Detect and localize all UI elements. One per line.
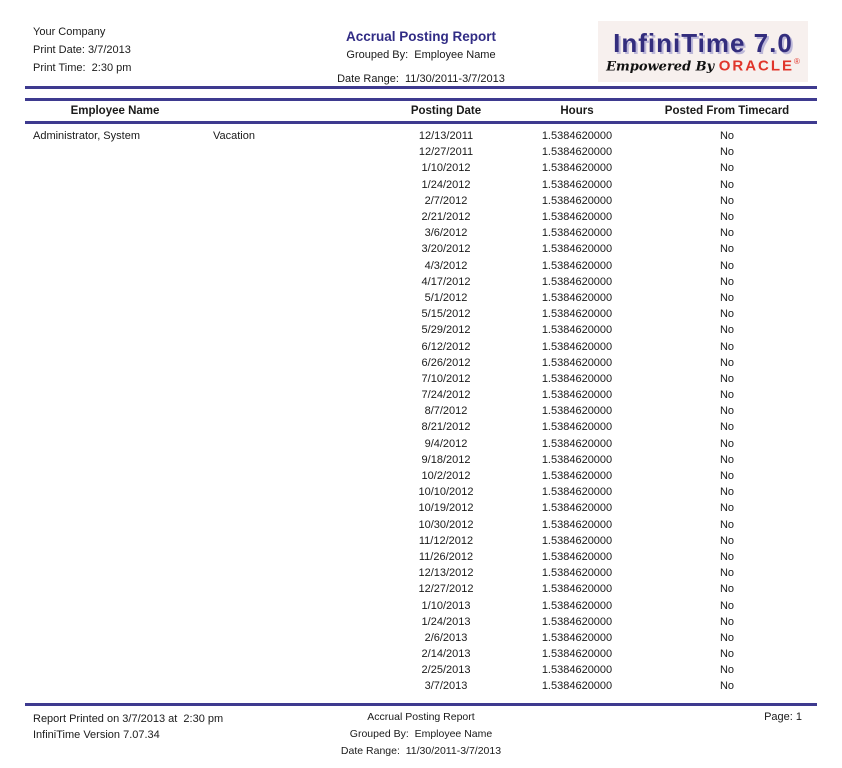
cell-posting-date: 3/6/2012 [424, 227, 468, 240]
cell-posted-from-timecard: No [719, 599, 735, 612]
logo-product-name: InfiniTime 7.0 [613, 28, 793, 58]
cell-posted-from-timecard: No [719, 211, 735, 224]
cell-posting-date: 4/17/2012 [421, 275, 471, 288]
table-row [25, 177, 817, 193]
cell-hours: 1.5384620000 [541, 421, 613, 434]
cell-posting-date: 10/10/2012 [418, 486, 474, 499]
table-row [25, 225, 817, 241]
cell-posted-from-timecard: No [719, 518, 735, 531]
table-row [25, 338, 817, 354]
cell-posted-from-timecard: No [719, 162, 735, 175]
cell-hours: 1.5384620000 [541, 162, 613, 175]
cell-posting-date: 6/26/2012 [421, 356, 471, 369]
table-row [25, 565, 817, 581]
cell-hours: 1.5384620000 [541, 291, 613, 304]
cell-posting-date: 8/7/2012 [424, 405, 468, 418]
cell-posting-date: 12/27/2011 [418, 146, 474, 159]
table-row [25, 533, 817, 549]
cell-hours: 1.5384620000 [541, 567, 613, 580]
report-title: Accrual Posting Report [345, 29, 497, 44]
cell-posted-from-timecard: No [719, 146, 735, 159]
cell-hours: 1.5384620000 [541, 664, 613, 677]
cell-posted-from-timecard: No [719, 421, 735, 434]
table-row [25, 436, 817, 452]
cell-posting-date: 1/24/2013 [421, 615, 471, 628]
footer-report-title: Accrual Posting Report [367, 711, 475, 723]
infinitime-logo [598, 21, 808, 82]
cell-posted-from-timecard: No [719, 534, 735, 547]
cell-hours: 1.5384620000 [541, 534, 613, 547]
table-row [25, 193, 817, 209]
cell-hours: 1.5384620000 [541, 356, 613, 369]
cell-hours: 1.5384620000 [541, 502, 613, 515]
table-row [25, 500, 817, 516]
cell-posted-from-timecard: No [719, 583, 735, 596]
table-row [25, 452, 817, 468]
cell-hours: 1.5384620000 [541, 470, 613, 483]
table-row [25, 419, 817, 435]
cell-posting-date: 12/27/2012 [418, 583, 474, 596]
cell-hours: 1.5384620000 [541, 146, 613, 159]
table-row [25, 160, 817, 176]
oracle-wordmark: ORACLE [718, 57, 795, 75]
column-header-hours: Hours [560, 105, 594, 117]
footer-divider-line [25, 703, 817, 706]
column-header-employee-name: Employee Name [70, 105, 160, 117]
cell-posting-date: 10/2/2012 [421, 470, 471, 483]
table-row [25, 597, 817, 613]
cell-posting-date: 3/20/2012 [421, 243, 471, 256]
cell-posted-from-timecard: No [719, 243, 735, 256]
cell-hours: 1.5384620000 [541, 243, 613, 256]
table-row [25, 322, 817, 338]
cell-posted-from-timecard: No [719, 372, 735, 385]
cell-posted-from-timecard: No [719, 194, 735, 207]
cell-hours: 1.5384620000 [541, 486, 613, 499]
cell-hours: 1.5384620000 [541, 178, 613, 191]
footer-date-range: Date Range: 11/30/2011-3/7/2013 [340, 745, 502, 757]
table-row [25, 646, 817, 662]
empowered-by-text: Empowered By [606, 59, 715, 75]
cell-hours: 1.5384620000 [541, 130, 613, 143]
table-row [25, 468, 817, 484]
registered-mark: ® [794, 57, 800, 66]
cell-hours: 1.5384620000 [541, 648, 613, 661]
footer-left-block [33, 711, 223, 743]
cell-hours: 1.5384620000 [541, 275, 613, 288]
grouped-by: Grouped By: Employee Name [346, 49, 496, 61]
cell-hours: 1.5384620000 [541, 680, 613, 693]
table-row [25, 241, 817, 257]
cell-hours: 1.5384620000 [541, 211, 613, 224]
print-date: Print Date: 3/7/2013 [33, 44, 131, 56]
cell-employee-name: Administrator, System [33, 130, 140, 143]
cell-posting-date: 1/10/2012 [421, 162, 471, 175]
cell-posted-from-timecard: No [719, 340, 735, 353]
table-row [25, 403, 817, 419]
company-name: Your Company [33, 26, 106, 38]
table-row [25, 614, 817, 630]
cell-posting-date: 2/21/2012 [421, 211, 471, 224]
cell-posting-date: 2/25/2013 [421, 664, 471, 677]
cell-posted-from-timecard: No [719, 648, 735, 661]
cell-hours: 1.5384620000 [541, 550, 613, 563]
cell-hours: 1.5384620000 [541, 631, 613, 644]
footer-printed-on: Report Printed on 3/7/2013 at 2:30 pm [33, 713, 224, 725]
logo-tagline [598, 57, 808, 75]
table-row [25, 662, 817, 678]
cell-posted-from-timecard: No [719, 324, 735, 337]
cell-posted-from-timecard: No [719, 356, 735, 369]
page-number: Page: 1 [764, 711, 802, 723]
column-header-posting-date: Posting Date [410, 105, 482, 117]
cell-posting-date: 2/6/2013 [424, 631, 468, 644]
cell-posting-date: 6/12/2012 [421, 340, 471, 353]
table-row [25, 371, 817, 387]
cell-hours: 1.5384620000 [541, 340, 613, 353]
cell-posted-from-timecard: No [719, 437, 735, 450]
cell-posted-from-timecard: No [719, 130, 735, 143]
cell-posted-from-timecard: No [719, 227, 735, 240]
cell-posting-date: 12/13/2012 [418, 567, 474, 580]
table-row [25, 274, 817, 290]
cell-accrual-type: Vacation [213, 130, 255, 143]
cell-posting-date: 7/10/2012 [421, 372, 471, 385]
cell-posting-date: 1/24/2012 [421, 178, 471, 191]
cell-posted-from-timecard: No [719, 291, 735, 304]
cell-posted-from-timecard: No [719, 615, 735, 628]
table-row [25, 678, 817, 694]
table-row [25, 517, 817, 533]
cell-posting-date: 11/12/2012 [418, 534, 474, 547]
cell-posting-date: 2/14/2013 [421, 648, 471, 661]
cell-hours: 1.5384620000 [541, 615, 613, 628]
print-time: Print Time: 2:30 pm [33, 62, 132, 74]
table-row [25, 484, 817, 500]
table-body [25, 128, 817, 695]
footer-grouped-by: Grouped By: Employee Name [349, 728, 493, 740]
table-row [25, 355, 817, 371]
table-row [25, 387, 817, 403]
cell-posted-from-timecard: No [719, 664, 735, 677]
cell-hours: 1.5384620000 [541, 308, 613, 321]
cell-posting-date: 1/10/2013 [421, 599, 471, 612]
cell-posted-from-timecard: No [719, 275, 735, 288]
cell-posting-date: 11/26/2012 [418, 550, 474, 563]
cell-hours: 1.5384620000 [541, 405, 613, 418]
table-row [25, 128, 817, 144]
cell-hours: 1.5384620000 [541, 437, 613, 450]
footer-version: InfiniTime Version 7.07.34 [33, 729, 160, 741]
cell-hours: 1.5384620000 [541, 372, 613, 385]
cell-posting-date: 9/18/2012 [421, 453, 471, 466]
header-left-block [33, 23, 131, 77]
cell-hours: 1.5384620000 [541, 518, 613, 531]
cell-posting-date: 7/24/2012 [421, 389, 471, 402]
table-row [25, 581, 817, 597]
table-row [25, 306, 817, 322]
cell-posted-from-timecard: No [719, 680, 735, 693]
cell-posting-date: 3/7/2013 [424, 680, 468, 693]
header-divider-line [25, 86, 817, 89]
cell-posting-date: 12/13/2011 [418, 130, 474, 143]
cell-posted-from-timecard: No [719, 631, 735, 644]
column-header-posted-from-timecard: Posted From Timecard [664, 105, 790, 117]
cell-hours: 1.5384620000 [541, 259, 613, 272]
cell-posting-date: 5/1/2012 [424, 291, 468, 304]
cell-posting-date: 10/30/2012 [418, 518, 474, 531]
cell-posting-date: 5/29/2012 [421, 324, 471, 337]
cell-hours: 1.5384620000 [541, 583, 613, 596]
table-row [25, 549, 817, 565]
cell-posted-from-timecard: No [719, 405, 735, 418]
table-row [25, 630, 817, 646]
table-row [25, 258, 817, 274]
cell-hours: 1.5384620000 [541, 324, 613, 337]
footer-center-block [230, 709, 612, 760]
cell-hours: 1.5384620000 [541, 227, 613, 240]
cell-posting-date: 5/15/2012 [421, 308, 471, 321]
cell-posted-from-timecard: No [719, 486, 735, 499]
table-row [25, 144, 817, 160]
cell-posted-from-timecard: No [719, 308, 735, 321]
cell-posted-from-timecard: No [719, 259, 735, 272]
cell-posted-from-timecard: No [719, 178, 735, 191]
table-row [25, 290, 817, 306]
cell-hours: 1.5384620000 [541, 453, 613, 466]
table-header-row [25, 98, 817, 124]
cell-hours: 1.5384620000 [541, 389, 613, 402]
cell-posting-date: 9/4/2012 [424, 437, 468, 450]
date-range: Date Range: 11/30/2011-3/7/2013 [337, 73, 505, 85]
cell-posting-date: 8/21/2012 [421, 421, 471, 434]
cell-hours: 1.5384620000 [541, 599, 613, 612]
cell-posting-date: 10/19/2012 [418, 502, 474, 515]
cell-posting-date: 2/7/2012 [424, 194, 468, 207]
cell-posted-from-timecard: No [719, 502, 735, 515]
cell-posted-from-timecard: No [719, 567, 735, 580]
cell-hours: 1.5384620000 [541, 194, 613, 207]
table-row [25, 209, 817, 225]
cell-posted-from-timecard: No [719, 389, 735, 402]
header-center-block [230, 29, 612, 85]
cell-posted-from-timecard: No [719, 453, 735, 466]
cell-posting-date: 4/3/2012 [424, 259, 468, 272]
cell-posted-from-timecard: No [719, 470, 735, 483]
cell-posted-from-timecard: No [719, 550, 735, 563]
